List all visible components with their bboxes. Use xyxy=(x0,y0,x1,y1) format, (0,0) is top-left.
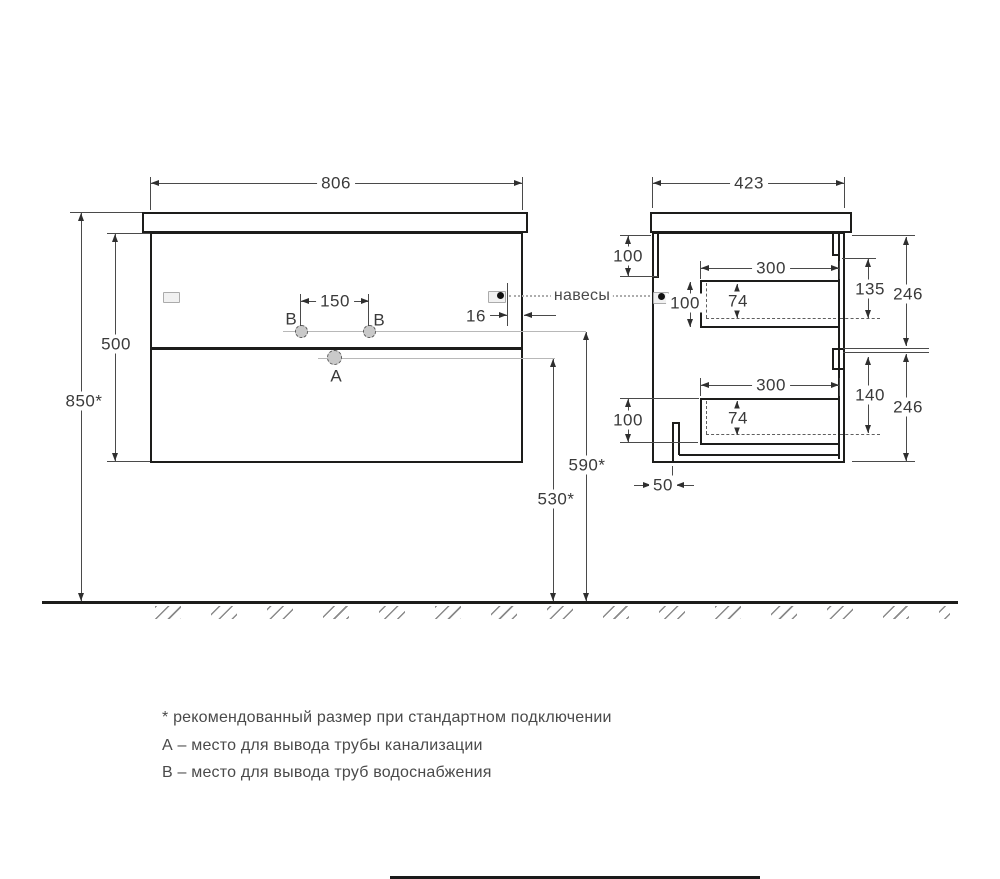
pipe-notch-right-line xyxy=(678,422,680,455)
floor-hatching xyxy=(155,606,950,619)
divider-ext-line-1 xyxy=(843,348,929,349)
dim-box100-ext-bottom xyxy=(620,442,698,443)
hangers-callout-text: навесы xyxy=(551,287,613,305)
dim-box100-arrow-top xyxy=(625,399,631,407)
dim-150-text: 150 xyxy=(316,292,354,311)
dim-423-arrow-left xyxy=(653,180,661,186)
dim-300b-arrow-left xyxy=(701,382,709,388)
dim-530-line xyxy=(553,359,554,601)
label-point-a: A xyxy=(330,366,342,386)
handle2-top-hline xyxy=(832,348,843,350)
dim-530-text: 530* xyxy=(534,490,579,509)
dim-530-arrow-bottom xyxy=(550,593,556,601)
dim-850-arrow-bottom xyxy=(78,593,84,601)
dim-246t-ext-top xyxy=(852,235,915,236)
dim-140-arrow-top xyxy=(865,357,871,365)
drawer1-box xyxy=(700,280,840,328)
dim-246b-arrow-bottom xyxy=(903,453,909,461)
dim-423-arrow-right xyxy=(836,180,844,186)
side-hanger-dot-icon xyxy=(658,293,665,300)
dim-135-arrow-bottom xyxy=(865,310,871,318)
dim-500-arrow-bottom xyxy=(112,453,118,461)
dim-500-arrow-top xyxy=(112,234,118,242)
drawer1-bottom-dashed xyxy=(706,318,836,319)
dim-150-arrow-right xyxy=(361,298,369,304)
dim-500-ext-bottom xyxy=(107,461,150,462)
dim-135-ext-bottom-dashed xyxy=(840,318,880,319)
dim-box100-text: 100 xyxy=(609,411,647,430)
dim-806-text: 806 xyxy=(317,174,355,193)
dim-500-text: 500 xyxy=(97,335,135,354)
dim-140-ext-bottom-dashed xyxy=(840,434,880,435)
dim-300t-arrow-left xyxy=(701,265,709,271)
dim-806-ext-right xyxy=(522,177,523,210)
dim-423-ext-right xyxy=(844,177,845,208)
dim-246t-arrow-bottom xyxy=(903,338,909,346)
dim-hang100-arrow-top xyxy=(687,282,693,290)
dim-423-text: 423 xyxy=(730,174,768,193)
dim-50-arrow-right xyxy=(676,482,684,488)
dim-590-arrow-top xyxy=(583,332,589,340)
handle2-vline xyxy=(832,348,834,370)
b-level-line xyxy=(283,331,586,332)
dim-box100-arrow-bottom xyxy=(625,434,631,442)
pipe-notch-cap-line xyxy=(672,422,680,424)
a-level-line xyxy=(318,358,555,359)
divider-ext-line-2 xyxy=(843,352,929,353)
drawer2-bottom-dashed xyxy=(706,434,836,435)
dim-74b-arrow-bottom xyxy=(734,427,740,435)
right-hanger-dot-icon xyxy=(497,292,504,299)
dim-16-arrow-left xyxy=(499,312,507,318)
dim-16-arrow-right xyxy=(524,312,532,318)
drawer2-back-dashed xyxy=(706,401,707,434)
note-point-a: А – место для вывода трубы канализации xyxy=(162,737,483,754)
dim-box100-ext-top xyxy=(620,398,699,399)
dim-246b-ext-bottom xyxy=(852,461,915,462)
dim-150-arrow-left xyxy=(301,298,309,304)
left-hanger-icon xyxy=(163,292,180,303)
dim-300b-text: 300 xyxy=(752,376,790,395)
dim-16-text: 16 xyxy=(462,307,490,326)
front-countertop xyxy=(142,212,528,233)
handle2-bottom-hline xyxy=(832,368,843,370)
drain-point-a xyxy=(327,350,342,365)
dim-50-text: 50 xyxy=(649,476,677,495)
dim-rail100-arrow-bottom xyxy=(625,268,631,276)
dim-140-arrow-bottom xyxy=(865,425,871,433)
handle1-vline xyxy=(832,234,834,256)
label-point-b-right: B xyxy=(373,310,385,330)
dim-74b-text: 74 xyxy=(724,409,752,428)
dim-rail100-ext-bottom xyxy=(620,276,658,277)
dim-530-arrow-top xyxy=(550,359,556,367)
dim-74t-text: 74 xyxy=(724,292,752,311)
dim-246t-arrow-top xyxy=(903,237,909,245)
dim-140-text: 140 xyxy=(851,386,889,405)
hangers-leader-left xyxy=(509,295,552,297)
note-point-b: В – место для вывода труб водоснабжения xyxy=(162,764,492,781)
dim-hang100-text: 100 xyxy=(666,294,704,313)
dim-850-text: 850* xyxy=(62,392,107,411)
dim-300t-ext-right xyxy=(839,261,840,279)
hanger-ext-line xyxy=(507,283,508,326)
dim-850-arrow-top xyxy=(78,213,84,221)
dim-300b-ext-right xyxy=(839,378,840,396)
dim-590-text: 590* xyxy=(565,456,610,475)
dim-hang100-arrow-bottom xyxy=(687,319,693,327)
drawer2-box xyxy=(700,398,840,445)
dim-300b-arrow-right xyxy=(831,382,839,388)
note-asterisk: * рекомендованный размер при стандартном подключении xyxy=(162,709,612,726)
dim-590-arrow-bottom xyxy=(583,593,589,601)
dim-806-arrow-right xyxy=(514,180,522,186)
handle1-hline xyxy=(832,254,839,256)
dim-74t-arrow-bottom xyxy=(734,310,740,318)
dim-300t-arrow-right xyxy=(831,265,839,271)
dim-806-arrow-left xyxy=(151,180,159,186)
label-point-b-left: B xyxy=(285,309,297,329)
dim-300t-text: 300 xyxy=(752,259,790,278)
dim-246b-text: 246 xyxy=(889,398,927,417)
floor-line xyxy=(42,601,958,604)
rail-notch-vline xyxy=(657,234,659,277)
dim-246t-text: 246 xyxy=(889,285,927,304)
water-point-b-left xyxy=(295,325,308,338)
dim-135-arrow-top xyxy=(865,259,871,267)
side-countertop xyxy=(650,212,852,233)
dim-246b-arrow-top xyxy=(903,354,909,362)
dim-rail100-arrow-top xyxy=(625,236,631,244)
dim-135-text: 135 xyxy=(851,280,889,299)
dim-rail100-text: 100 xyxy=(609,247,647,266)
bottom-panel-inner-line xyxy=(679,454,839,456)
hangers-leader-right xyxy=(612,295,654,297)
drawer1-back-dashed xyxy=(706,283,707,318)
